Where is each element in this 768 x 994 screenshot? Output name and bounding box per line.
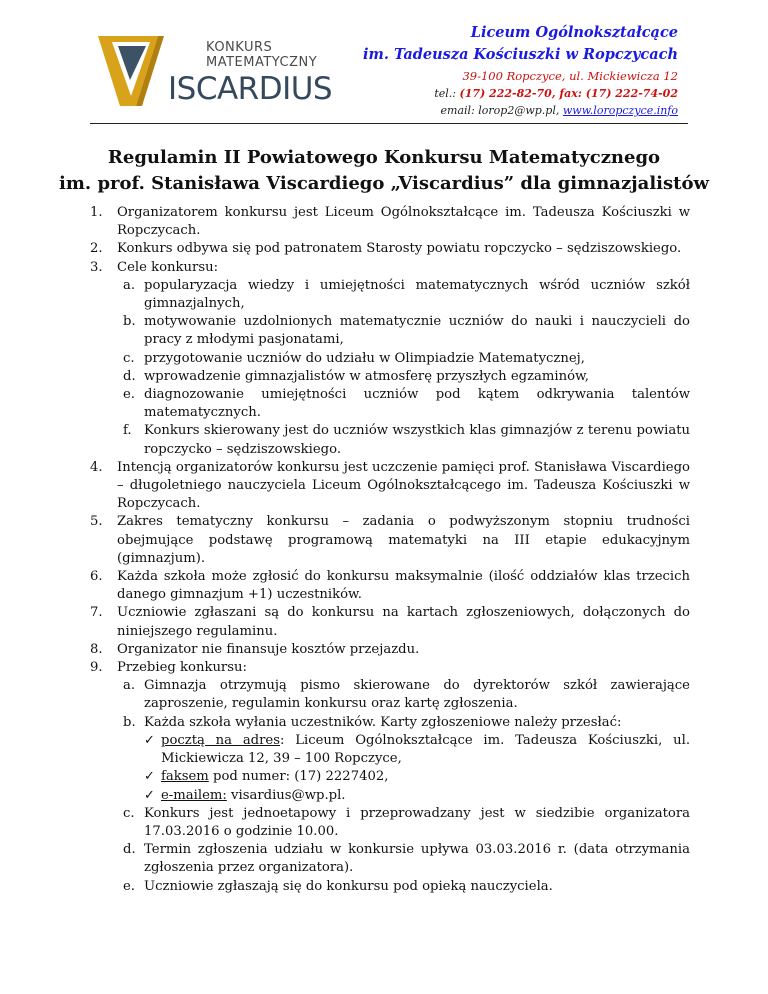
konkurs-viscardius-logo xyxy=(98,34,333,108)
list-item: 8. Organizator nie finansuje kosztów przejazdu. xyxy=(90,641,420,657)
sub-item: b. motywowanie uzdolnionych matematycznie uczniów do nauki i nauczycieli do pracy z młodymi pasjonatami, xyxy=(123,314,690,348)
checkmark-icon: ✓ xyxy=(144,769,156,785)
sub-item: e. Uczniowie zgłaszają się do konkursu pod opieką nauczyciela. xyxy=(123,878,553,894)
school-website-link[interactable]: www.loropczyce.info xyxy=(562,104,678,117)
school-patron: im. Tadeusza Kościuszki w Ropczycach xyxy=(363,46,678,63)
list-item: 4. Intencją organizatorów konkursu jest uczczenie pamięci prof. Stanisława Viscardiego – długoletniego nauczyciela Liceum Ogólnokształcącego im. Tadeusza Kościuszki w Ropczycach. xyxy=(90,459,690,512)
list-item: 2. Konkurs odbywa się pod patronatem Starosty powiatu ropczycko – sędziszowskiego. xyxy=(90,241,682,257)
sub-item: c. Konkurs jest jednoetapowy i przeprowadzany jest w siedzibie organizatora 17.03.2016 o godzinie 10.00. xyxy=(123,805,690,839)
checklist-item: ✓ e-mailem: visardius@wp.pl. xyxy=(90,787,690,805)
rules-list xyxy=(90,204,690,896)
list-item: 1. Organizatorem konkursu jest Liceum Ogólnokształcące im. Tadeusza Kościuszki w Ropczycach. xyxy=(90,205,690,239)
school-name: Liceum Ogólnokształcące xyxy=(470,24,678,41)
sub-item: a. Gimnazja otrzymują pismo skierowane do dyrektorów szkół zawierające zaproszenie, regulamin konkursu oraz kartę zgłoszenia. xyxy=(123,678,690,712)
checklist-item: ✓ pocztą na adres: Liceum Ogólnokształcące im. Tadeusza Kościuszki, ul. Mickiewicza 12, 39 – 100 Ropczyce, xyxy=(144,732,691,767)
list-item: 6. Każda szkoła może zgłosić do konkursu maksymalnie (ilość oddziałów klas trzecich danego gimnazjum +1) uczestników. xyxy=(90,569,690,603)
letterhead xyxy=(0,0,768,128)
sub-item: d. Termin zgłoszenia udziału w konkursie upływa 03.03.2016 r. (data otrzymania zgłoszenia przez organizatora). xyxy=(123,842,690,876)
page-title: Regulamin II Powiatowego Konkursu Matematycznego im. prof. Stanisława Viscardiego „Viscardius” dla gimnazjalistów xyxy=(59,147,709,194)
list-item: 9. Przebieg konkursu: xyxy=(90,660,247,676)
checkmark-icon: ✓ xyxy=(144,732,156,748)
school-info xyxy=(363,22,678,119)
school-email: lorop2@wp.pl, xyxy=(478,104,560,117)
checkmark-icon: ✓ xyxy=(144,787,156,803)
logo-wordmark: ISCARDIUS xyxy=(168,71,333,107)
sub-item: d. wprowadzenie gimnazjalistów w atmosferę przyszłych egzaminów, xyxy=(123,368,589,384)
school-contact: email: lorop2@wp.pl, www.loropczyce.info xyxy=(440,104,678,117)
sub-item: f. Konkurs skierowany jest do uczniów wszystkich klas gimnazjów z terenu powiatu ropczycko – sędziszowskiego. xyxy=(123,423,690,457)
logo-konkurs-text: KONKURS MATEMATYCZNY xyxy=(206,40,318,70)
sub-item: c. przygotowanie uczniów do udziału w Olimpiadzie Matematycznej, xyxy=(123,350,585,366)
list-item: 7. Uczniowie zgłaszani są do konkursu na kartach zgłoszeniowych, dołączonych do niniejszego regulaminu. xyxy=(90,605,690,639)
header-divider xyxy=(90,123,688,124)
list-item: 5. Zakres tematyczny konkursu – zadania o podwyższonym stopniu trudności obejmujące podstawę programową matematyki na III etapie edukacyjnym (gimnazjum). xyxy=(90,514,690,566)
school-address: 39-100 Ropczyce, ul. Mickiewicza 12 xyxy=(462,69,678,83)
school-phone: tel.: (17) 222-82-70, fax: (17) 222-74-02 xyxy=(434,87,678,100)
sub-item: a. popularyzacja wiedzy i umiejętności matematycznych wśród uczniów szkół gimnazjalnych, xyxy=(123,277,690,312)
sub-item: b. Każda szkoła wyłania uczestników. Karty zgłoszeniowe należy przesłać: xyxy=(123,714,622,730)
checklist-item: ✓ faksem pod numer: (17) 2227402, xyxy=(90,768,690,786)
sub-item: e. diagnozowanie umiejętności uczniów pod kątem odkrywania talentów matematycznych. xyxy=(123,387,690,421)
list-item: 3. Cele konkursu: xyxy=(90,259,219,275)
